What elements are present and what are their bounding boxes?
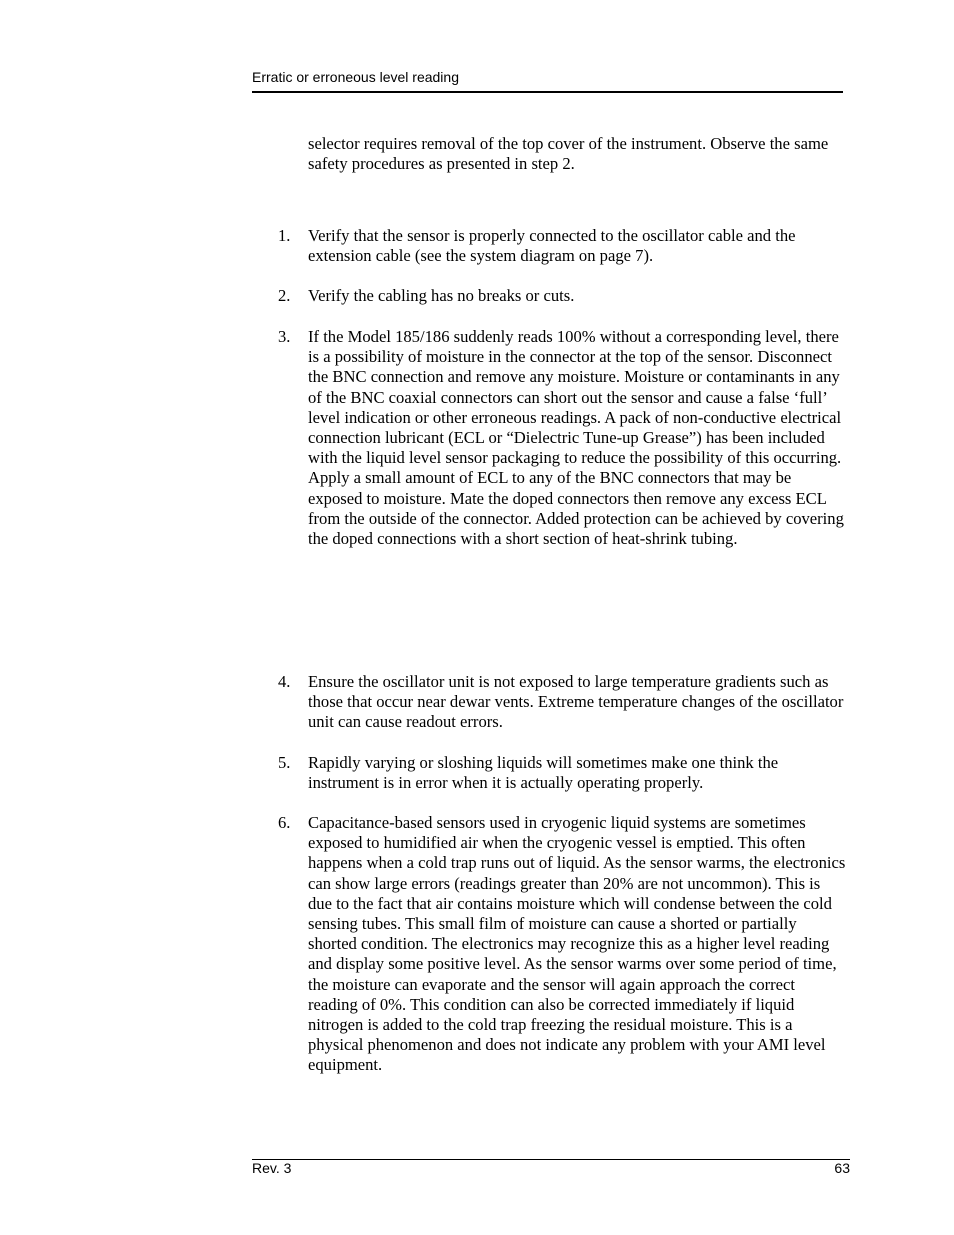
step-text: If the Model 185/186 suddenly reads 100% without a corresponding level, there is a possibility of moisture in the connector at the top of the sensor. Disconnect the BNC connection and remove any moisture. Moisture or contaminants in any of the BNC coaxial connectors can short out the sensor and cause a false ‘full’ level indication or other erroneous readings. A pack of non-conductive electrical connection lubricant (ECL or “Dielectric Tune-up Grease”) has been included with the liquid level sensor packaging to reduce the possibility of this occurring. Apply a small amount of ECL to any of the BNC connectors that may be exposed to moisture. Mate the doped connectors then remove any excess ECL from the outside of the connector. Added protection can be achieved by covering the doped connections with a short section of heat-shrink tubing. [308, 327, 844, 549]
running-header: Erratic or erroneous level reading [252, 69, 459, 85]
intro-paragraph: selector requires removal of the top cover of the instrument. Observe the same safety procedures as presented in step 2. [308, 134, 829, 174]
step-4 [278, 672, 848, 733]
step-number: 5. [278, 753, 291, 772]
step-number: 2. [278, 286, 291, 305]
revision-label: Rev. 3 [252, 1160, 292, 1176]
step-number: 3. [278, 327, 291, 346]
step-number: 6. [278, 813, 291, 832]
step-text: Rapidly varying or sloshing liquids will sometimes make one think the instrument is in error when it is actually operating properly. [308, 753, 779, 793]
step-text: Ensure the oscillator unit is not exposed to large temperature gradients such as those that occur near dewar vents. Extreme temperature changes of the oscillator unit can cause readout errors. [308, 672, 844, 732]
step-text: Verify the cabling has no breaks or cuts. [308, 286, 575, 305]
step-1 [278, 226, 848, 266]
step-2 [278, 286, 848, 306]
step-3 [278, 327, 848, 549]
header-rule [252, 91, 843, 93]
step-number: 1. [278, 226, 291, 245]
step-text: Verify that the sensor is properly connected to the oscillator cable and the extension cable (see the system diagram on page 7). [308, 226, 796, 266]
step-5 [278, 753, 848, 793]
step-6 [278, 813, 848, 1076]
step-text: Capacitance-based sensors used in cryogenic liquid systems are sometimes exposed to humidified air when the cryogenic vessel is emptied. This often happens when a cold trap runs out of liquid. As the sensor warms, the electronics can show large errors (readings greater than 20% are not uncommon). This is due to the fact that air contains moisture which will condense between the cold sensing tubes. This small film of moisture can cause a shorted or partially shorted condition. The electronics may recognize this as a higher level reading and display some positive level. As the sensor warms over some period of time, the moisture can evaporate and the sensor will again approach the correct reading of 0%. This condition can also be corrected immediately if liquid nitrogen is added to the cold trap freezing the residual moisture. This is a physical phenomenon and does not indicate any problem with your AMI level equipment. [308, 813, 846, 1075]
step-number: 4. [278, 672, 291, 691]
footer-rule [252, 1159, 850, 1160]
page-number: 63 [834, 1160, 850, 1176]
